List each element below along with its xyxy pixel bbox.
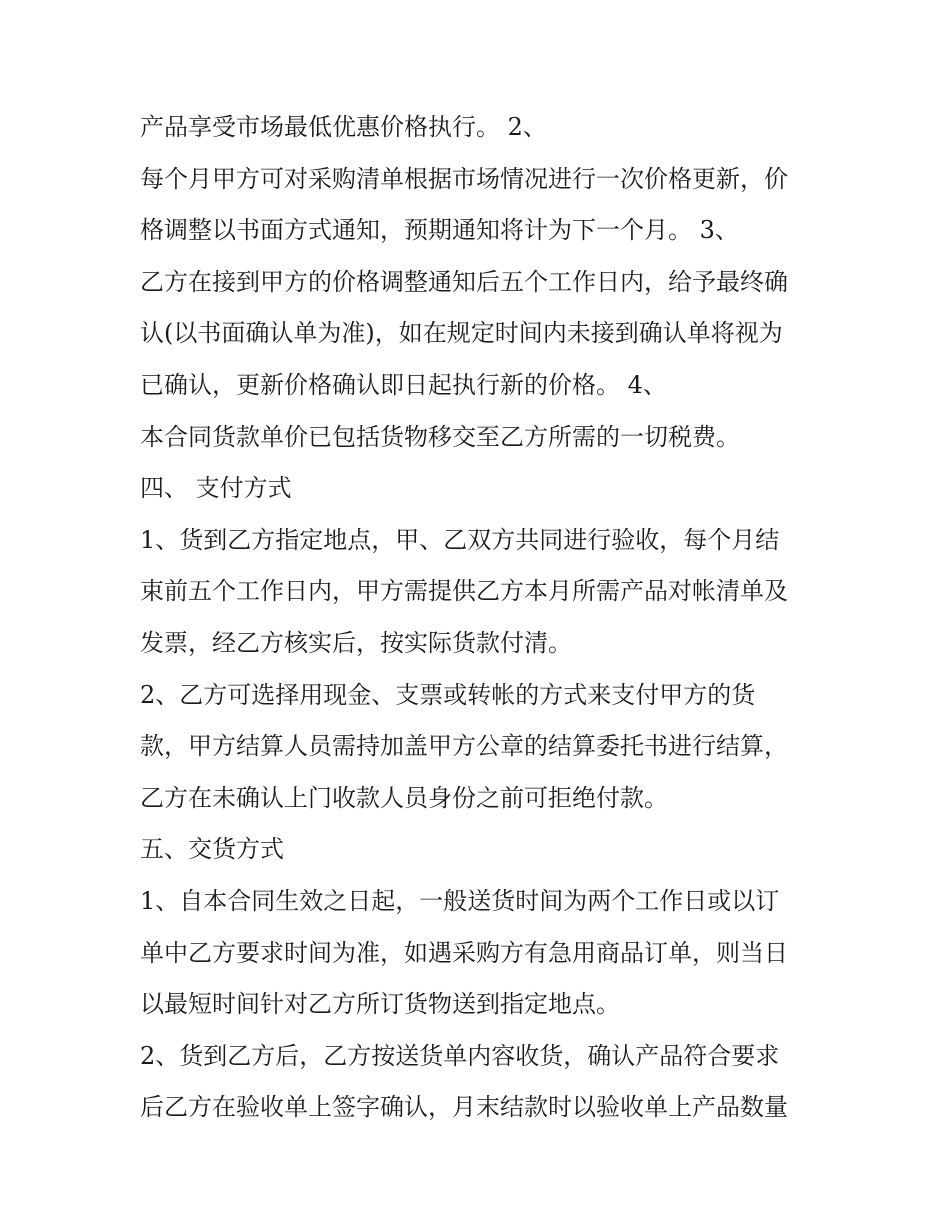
text-line: 乙方在接到甲方的价格调整通知后五个工作日内，给予最终确 — [140, 267, 788, 296]
text-line: 2、乙方可选择用现金、支票或转帐的方式来支付甲方的货 — [140, 680, 756, 709]
text-line: 本合同货款单价已包括货物移交至乙方所需的一切税费。 — [140, 422, 740, 451]
text-line: 每个月甲方可对采购清单根据市场情况进行一次价格更新，价 — [140, 164, 788, 193]
text-line: 已确认，更新价格确认即日起执行新的价格。 4、 — [140, 370, 667, 399]
contract-text — [140, 102, 830, 1134]
text-line: 单中乙方要求时间为准，如遇采购方有急用商品订单，则当日 — [140, 938, 788, 967]
text-line: 1、自本合同生效之日起，一般送货时间为两个工作日或以订 — [140, 886, 780, 915]
text-line: 格调整以书面方式通知，预期通知将计为下一个月。 3、 — [140, 216, 739, 245]
text-line: 产品享受市场最低优惠价格执行。 2、 — [140, 113, 547, 141]
section-heading-delivery: 五、交货方式 — [140, 835, 284, 864]
text-line: 乙方在未确认上门收款人员身份之前可拒绝付款。 — [140, 783, 668, 812]
text-line: 2、货到乙方后，乙方按送货单内容收货，确认产品符合要求 — [140, 1041, 780, 1070]
text-line: 款，甲方结算人员需持加盖甲方公章的结算委托书进行结算， — [140, 732, 788, 761]
text-line: 以最短时间针对乙方所订货物送到指定地点。 — [140, 990, 620, 1019]
text-line: 后乙方在验收单上签字确认，月末结款时以验收单上产品数量 — [140, 1093, 788, 1122]
section-heading-payment: 四、 支付方式 — [140, 474, 292, 503]
text-line: 1、货到乙方指定地点，甲、乙双方共同进行验收，每个月结 — [140, 525, 780, 554]
text-line: 束前五个工作日内，甲方需提供乙方本月所需产品对帐清单及 — [140, 577, 788, 606]
text-line: 发票，经乙方核实后，按实际货款付清。 — [140, 628, 572, 657]
text-line: 认(以书面确认单为准)，如在规定时间内未接到确认单将视为 — [140, 319, 783, 348]
